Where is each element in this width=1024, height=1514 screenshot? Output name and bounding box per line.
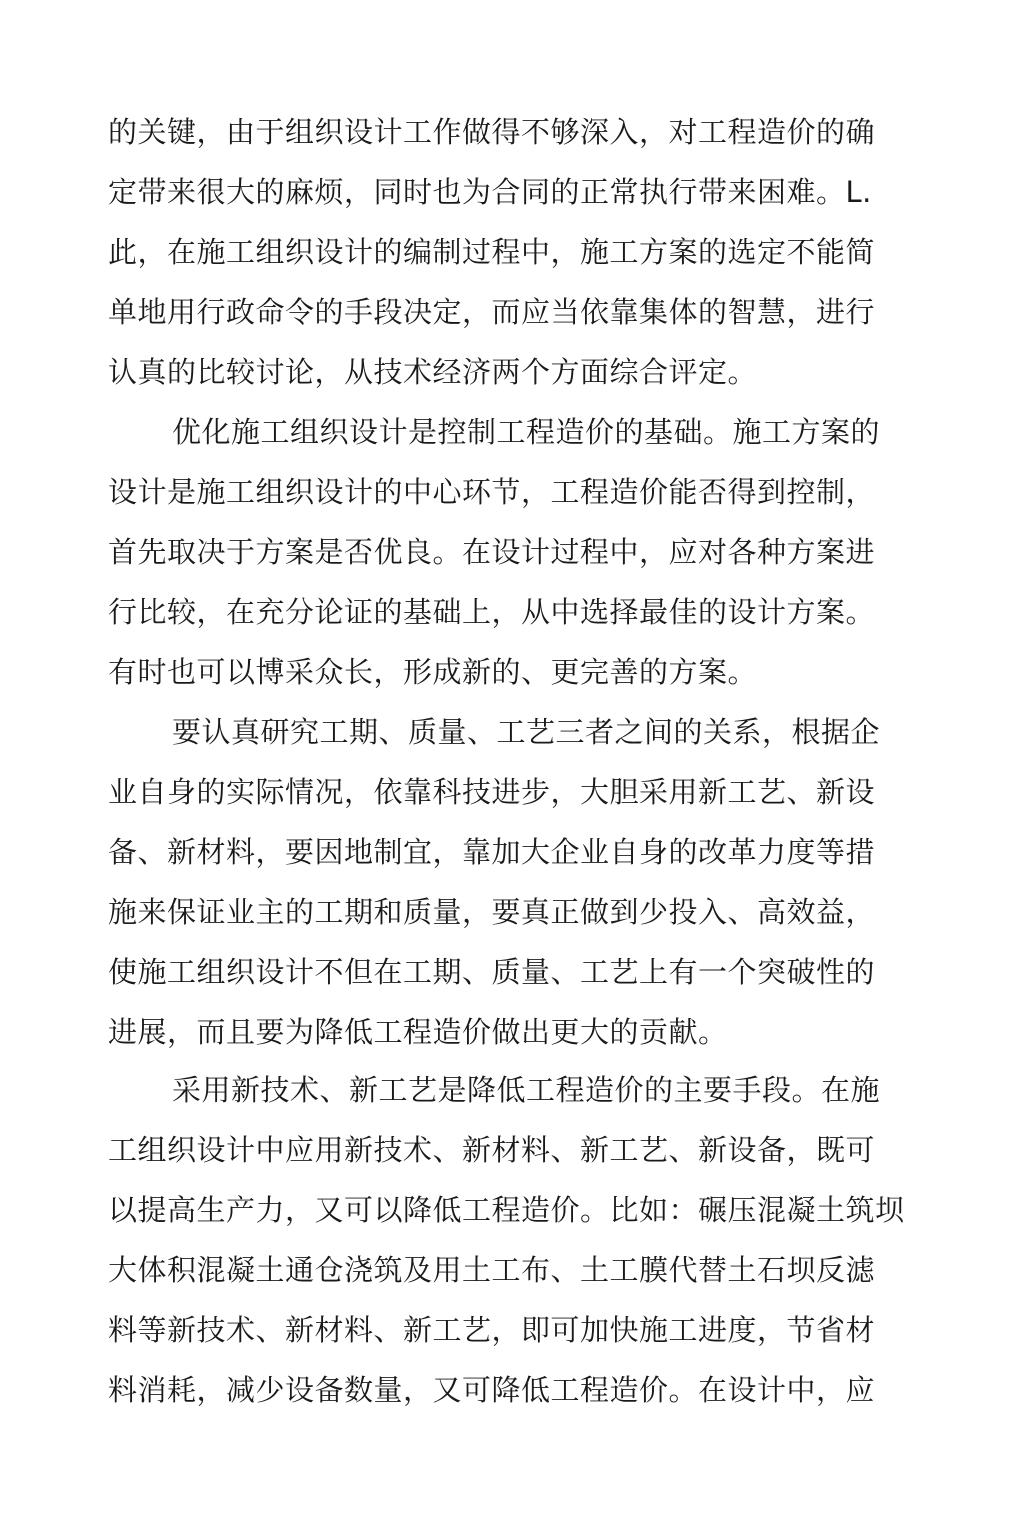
text-line-19: 以提高生产力，又可以降低工程造价。比如：碾压混凝土筑坝	[108, 1193, 905, 1227]
text-line-2: 定带来很大的麻烦，同时也为合同的正常执行带来困难。L.	[108, 175, 872, 209]
text-line-8: 首先取决于方案是否优良。在设计过程中，应对各种方案进	[108, 535, 876, 569]
paragraph-start-line: 采用新技术、新工艺是降低工程造价的主要手段。在施	[172, 1073, 881, 1107]
text-line-15: 使施工组织设计不但在工期、质量、工艺上有一个突破性的	[108, 955, 876, 989]
text-line-3: 此，在施工组织设计的编制过程中，施工方案的选定不能简	[108, 235, 876, 269]
paragraph-start-line: 要认真研究工期、质量、工艺三者之间的关系，根据企	[172, 715, 881, 749]
text-line-4: 单地用行政命令的手段决定，而应当依靠集体的智慧，进行	[108, 295, 876, 329]
text-line-1: 的关键，由于组织设计工作做得不够深入，对工程造价的确	[108, 115, 876, 149]
text-line-12: 业自身的实际情况，依靠科技进步，大胆采用新工艺、新设	[108, 775, 876, 809]
text-line-7: 设计是施工组织设计的中心环节，工程造价能否得到控制，	[108, 475, 876, 509]
text-line-16: 进展，而且要为降低工程造价做出更大的贡献。	[108, 1015, 728, 1049]
text-line-13: 备、新材料，要因地制宜，靠加大企业自身的改革力度等措	[108, 835, 876, 869]
text-line-10: 有时也可以博采众长，形成新的、更完善的方案。	[108, 655, 758, 689]
text-line-18: 工组织设计中应用新技术、新材料、新工艺、新设备，既可	[108, 1133, 876, 1167]
text-line-9: 行比较，在充分论证的基础上，从中选择最佳的设计方案。	[108, 595, 876, 629]
text-line-5: 认真的比较讨论，从技术经济两个方面综合评定。	[108, 355, 758, 389]
paragraph-start-line: 优化施工组织设计是控制工程造价的基础。施工方案的	[172, 415, 881, 449]
text-line-22: 料消耗，减少设备数量，又可降低工程造价。在设计中，应	[108, 1373, 876, 1407]
text-line-20: 大体积混凝土通仓浇筑及用土工布、土工膜代替土石坝反滤	[108, 1253, 876, 1287]
text-line-14: 施来保证业主的工期和质量，要真正做到少投入、高效益，	[108, 895, 876, 929]
text-line-21: 料等新技术、新材料、新工艺，即可加快施工进度，节省材	[108, 1313, 876, 1347]
